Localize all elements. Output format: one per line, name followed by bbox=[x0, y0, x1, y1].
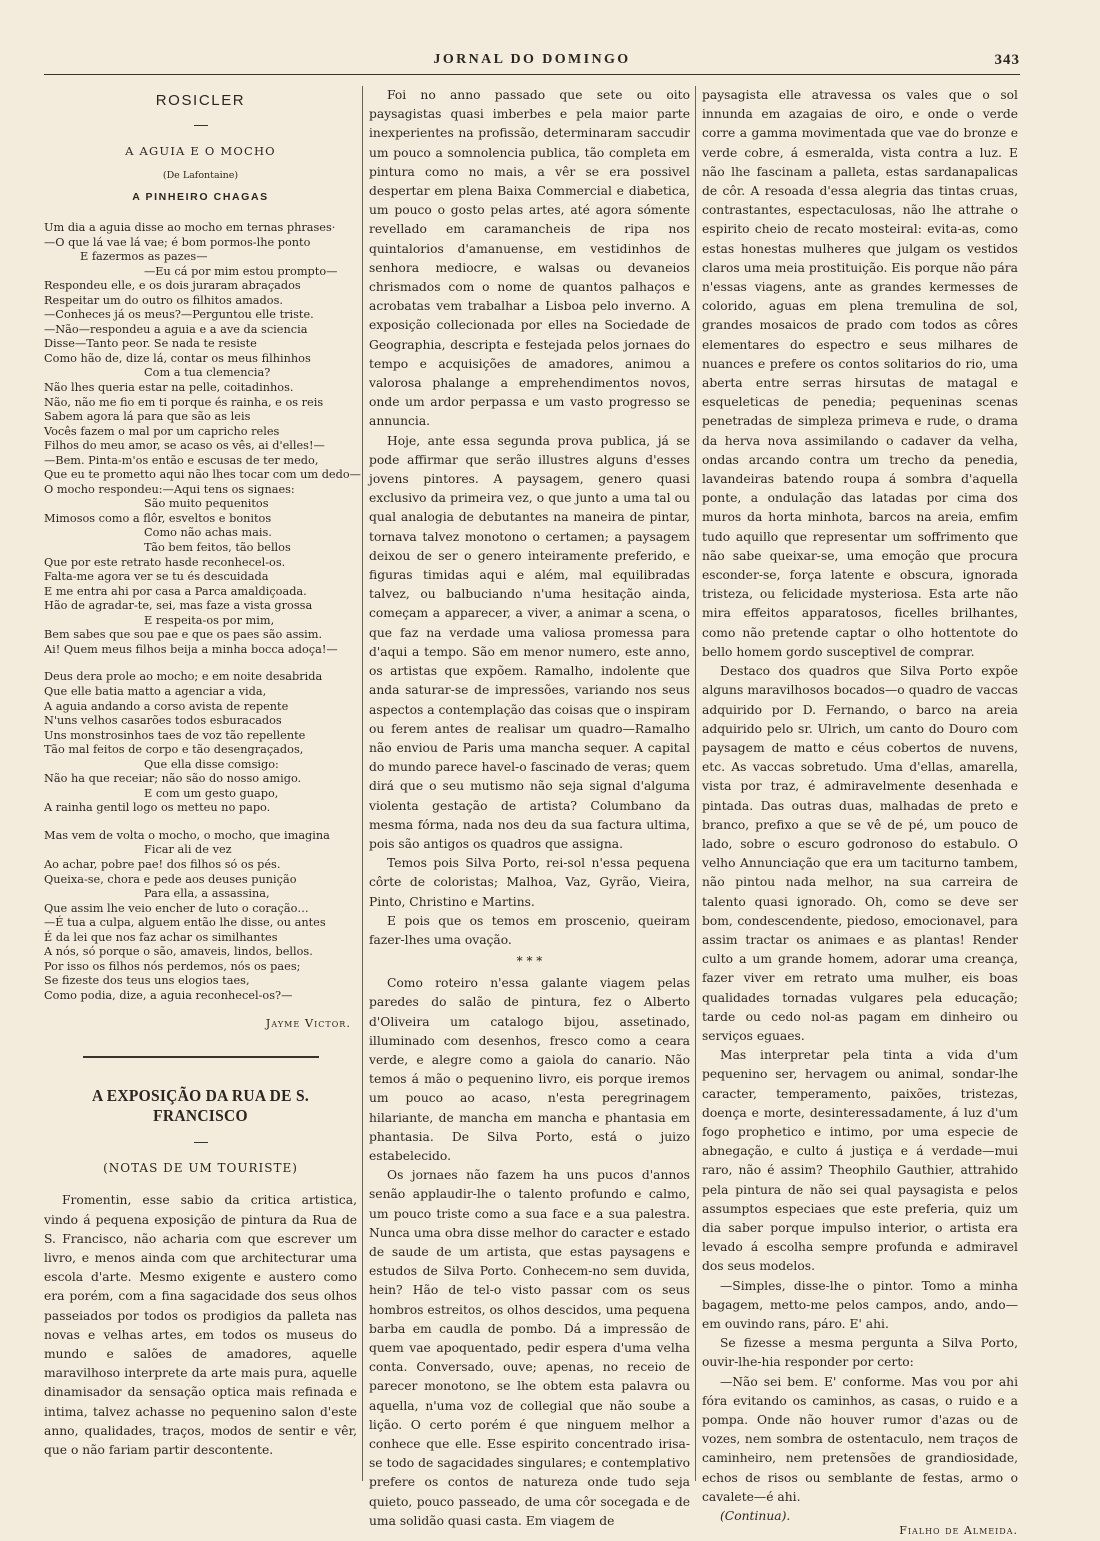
poem-line: Mas vem de volta o mocho, o mocho, que imagina bbox=[44, 828, 330, 842]
continua-note: (Continua). bbox=[720, 1509, 791, 1524]
poem-line: Se fizeste dos teus uns elogios taes, bbox=[44, 974, 250, 988]
poem-line: Bem sabes que sou pae e que os paes são assim. bbox=[44, 628, 323, 642]
poem-line: E fazermos as pazes— bbox=[80, 250, 208, 264]
column-1 bbox=[44, 86, 361, 1460]
column-divider bbox=[362, 86, 363, 1481]
column-2 bbox=[369, 86, 690, 1531]
poem-line: —O que lá vae lá vae; é bom pormos-lhe ponto bbox=[44, 235, 311, 249]
poem-line: Que elle batia matto a agenciar a vida, bbox=[44, 684, 267, 698]
poem-line: Não ha que receiar; não são do nosso amigo. bbox=[44, 772, 302, 786]
poem-stanza bbox=[44, 670, 357, 815]
paragraph: —Não sei bem. E' conforme. Mas vou por ahi fóra evitando os caminhos, as casas, o ruido e a pompa. Onde não houver rumor d'azas ou de vozes, nem sombra de ostentaculo, nem traços de caminheiro, nem pretensões de grandiosidade, echos de risos ou semblante de festas, armo o cavalete—é ahi. bbox=[702, 1374, 1018, 1504]
divider-dash bbox=[194, 125, 208, 126]
poem-line: Hão de agradar-te, sei, mas faze a vista grossa bbox=[44, 599, 313, 613]
poem-line: E me entra ahi por casa a Parca amaldiçoada. bbox=[44, 584, 307, 598]
poem-line: Não, não me fio em ti porque és rainha, e os reis bbox=[44, 395, 324, 409]
article-text-col2 bbox=[369, 86, 690, 1531]
paragraph: Os jornaes não fazem ha uns pucos d'annos senão applaudir-lhe o talento profundo e calmo, um pouco triste como a sua face e a sua palestra. Nunca uma obra disse melhor do caracter e estado de saude de um artista, que estas paysagens e estudos de Silva Porto. Conhecem-no sem duvida, hein? Hão de tel-o visto passar com os seus hombros estreitos, os olhos descidos, uma pequena barba em caudla de pombo. Dá a impressão de quem vae apoquentado, pedir espera d'uma velha conta. Conversado, ouve; apenas, no receio de parecer monotono, se lhe obtem esta palavra ou aquella, n'uma voz de collegial que não soube a lição. O certo porém é que ninguem melhor a conhece que elle. Esse espirito concentrado irisa-se todo de sagacidades singulares; e contemplativo prefere os contos de natureza onde tudo seja quieto, pouco passeado, de uma côr socegada e de uma solidão quasi casta. Em viagem de bbox=[369, 1168, 690, 1528]
poem-line: Que eu te prometto aqui não lhes tocar com um dedo— bbox=[44, 468, 361, 482]
poem-title: A AGUIA E O MOCHO bbox=[125, 144, 276, 158]
poem-line: Ficar ali de vez bbox=[144, 843, 232, 857]
article-title: A EXPOSIÇÃO DA RUA DE S. FRANCISCO bbox=[91, 1086, 310, 1126]
poem-line: Filhos do meu amor, se acaso os vês, ai d'elles!— bbox=[44, 439, 325, 453]
poem-line: —Conheces já os meus?—Perguntou elle triste. bbox=[44, 308, 314, 322]
poem-line: Como podia, dize, a aguia reconhecel-os?— bbox=[44, 988, 293, 1002]
article-text-col1 bbox=[44, 1191, 357, 1460]
poem-line: Ao achar, pobre pae! dos filhos só os pés. bbox=[44, 857, 281, 871]
poem-line: Para ella, a assassina, bbox=[144, 887, 270, 901]
poem-line: Que ella disse comsigo: bbox=[144, 757, 279, 771]
poem-section-title: ROSICLER bbox=[155, 92, 246, 109]
poem-line: O mocho respondeu:—Aqui tens os signaes: bbox=[44, 482, 295, 496]
poem-line: —Eu cá por mim estou prompto— bbox=[144, 264, 338, 278]
column-divider bbox=[695, 86, 696, 1481]
paragraph: Hoje, ante essa segunda prova publica, já se pode affirmar que serão illustres alguns d'esses jovens pintores. A paysagem, genero quasi exclusivo da primeira vez, o que junto a uma tal ou qual analogia de debutantes na maneira de pintar, tornava talvez monotono o certamen; a paysagem deixou de ser o genero inteiramente preferido, e figuras timidas aqui e além, mal equilibradas talvez, ou balbuciando n'uma hesitação ainda, começam a apparecer, a viver, a animar a scena, o que faz na verdade uma valiosa promessa para d'aqui a tempo. São em menor numero, este anno, os artistas que expõem. Ramalho, indolente que anda saturar-se de impressões, variando nos seus aspectos a contemplação das coisas que o inspiram ou ferem antes de realisar um quadro—Ramalho não enviou de Paris uma mancha sequer. A capital do mundo parece havel-o fascinado de veras; quem dirá que o seu mutismo não seja signal d'alguma violenta gestação de artista? Columbano da mesma fórma, nada nos deu da sua factura ultima, pois são antigos os quadros que assigna. bbox=[369, 433, 690, 851]
poem-author: A PINHEIRO CHAGAS bbox=[132, 191, 269, 203]
poem-line: Como hão de, dize lá, contar os meus filhinhos bbox=[44, 351, 311, 365]
poem-line: Que por este retrato hasde reconhecel-os. bbox=[44, 555, 286, 569]
paragraph: Destaco dos quadros que Silva Porto expõe alguns maravilhosos bocados—o quadro de vaccas adquirido por D. Fernando, o barco na areia adquirido pelo sr. Ulrich, um canto do Douro com paysagem de matto e céus cobertos de nuvens, etc. As vaccas sobretudo. Uma d'ellas, amarella, vista por traz, é admiravelmente desenhada e pintada. Das outras duas, malhadas de preto e branco, prefixo a que se vê de pé, um pouco de lado, sobre o escuro godronoso do estabulo. O velho Annunciação que era um taciturno tambem, não pintou nada melhor, na sua carreira de talento quasi ignorado. Oh, como se deve ser bom, condescendente, piedoso, emocionavel, para assim tractar os animaes e as plantas! Render culto a um grande homem, adorar uma creança, fazer viver em retrato uma mulher, eis boas qualidades tornadas vulgares pela educação; tarde ou cedo nol-as pagam em dinheiro ou serviços eguaes. bbox=[702, 664, 1018, 1043]
poem-line: A rainha gentil logo os metteu no papo. bbox=[44, 801, 271, 815]
article-subtitle: (NOTAS DE UM TOURISTE) bbox=[103, 1161, 298, 1176]
divider-dash bbox=[194, 1142, 208, 1143]
paragraph: Fromentin, esse sabio da critica artistica, vindo á pequena exposição de pintura da Rua de S. Francisco, não acharia com que escrever um livro, e menos ainda com que architecturar uma escola d'arte. Mesmo exigente e austero como era porém, com a fina sagacidade dos seus olhos passeiados por todos os prodigios da palleta nas novas e velhas artes, em todos os museus do mundo e salões de amadores, aquelle maravilhoso interprete da arte mais pura, aquelle dinamisador da sensação optica mais refinada e intima, talvez achasse no pequenino salon d'este anno, qualidades, traços, modos de sentir e vêr, que o não fariam partir descontente. bbox=[44, 1193, 357, 1458]
poem-line: Deus dera prole ao mocho; e em noite desabrida bbox=[44, 670, 323, 684]
poem-body bbox=[44, 221, 361, 1003]
poem-line: Por isso os filhos nós perdemos, nós os paes; bbox=[44, 959, 301, 973]
poem-line: E respeita-os por mim, bbox=[144, 613, 275, 627]
poem-stanza bbox=[44, 829, 357, 1004]
paragraph: Como roteiro n'essa galante viagem pelas paredes do salão de pintura, fez o Alberto d'Oliveira um catalogo bijou, assetinado, illuminado com desenhos, fresco como a ceara verde, e alegre como a gaiola do canario. Não temos á mão o pequenino livro, eis porque iremos um pouco ao acaso, n'esta peregrinagem hilariante, de mancha em mancha e phantasia em phantasia. De Silva Porto, está o juizo estabelecido. bbox=[369, 976, 690, 1163]
poem-line: Que assim lhe veio encher de luto o coração… bbox=[44, 901, 309, 915]
paragraph: Se fizesse a mesma pergunta a Silva Porto, ouvir-lhe-hia responder por certo: bbox=[702, 1336, 1018, 1370]
paragraph: paysagista elle atravessa os vales que o sol innunda em azagaias de oiro, e onde o verde corre a gamma movimentada que vae do bronze e verde cobre, á esmeralda, vista contra a luz. E não lhe fascinam a palleta, estas sardanapalicas de côr. A resoada d'essa alegria das tintas cruas, contrastantes, espectaculosas, não lhe attrahe o espirito cheio de recato mosteiral: evita-as, como estas honestas mulheres que julgam os vestidos claros uma meia prostituição. Eis porque não pára n'essas viagens, ante as grandes kermesses de colorido, aguas em plena tremulina de sol, grandes mosaicos de prado com todos as côres elementares do espectro e seus milhares de nuances e prefere os contos solitarios do rio, uma aberta entre serras hirsutas de matagal e esqueleticas de penedia; pequeninas scenas penetradas de simpleza primeva e rude, o drama da herva nova assimilando o cadaver da velha, ondas arcando contra um trecho da penedia, lavandeiras batendo roupa á sombra d'aquella ponte, a ondulação das latadas por cima dos muros da horta minhota, barcos na areia, emfim tudo aquillo que representar um soffrimento que não sabe queixar-se, uma emoção que procura esconder-se, força latente e obscura, ignorada tristeza, ou felicidade mysteriosa. Esta arte não mira effeitos apparatosos, ficelles brilhantes, como não pretende captar o olho hottentote do bello homem gordo susceptivel de comprar. bbox=[702, 88, 1018, 659]
poem-line: Queixa-se, chora e pede aos deuses punição bbox=[44, 872, 297, 886]
article-signature: Fialho de Almeida. bbox=[899, 1524, 1018, 1538]
poem-line: Uns monstrosinhos taes de voz tão repellente bbox=[44, 728, 306, 742]
poem-line: Tão mal feitos de corpo e tão desengraçados, bbox=[44, 743, 304, 757]
running-title: JORNAL DO DOMINGO bbox=[433, 52, 631, 67]
paragraph: —Simples, disse-lhe o pintor. Tomo a minha bagagem, metto-me pelos campos, ando, ando—em ouvindo rans, páro. E' ahi. bbox=[702, 1278, 1018, 1331]
poem-line: A aguia andando a corso avista de repente bbox=[44, 699, 289, 713]
paragraph: Mas interpretar pela tinta a vida d'um pequenino ser, hervagem ou animal, sondar-lhe caracter, temperamento, paixões, tristezas, doença e morte, desinteressadamente, á luz d'um fogo prophetico e intimo, por uma especie de abnegação, e culto á justiça e á verdade—mui raro, não é assim? Theophilo Gauthier, attrahido pela pintura de não sei qual paysagista e pelos assumptos especiaes que este preferia, quiz um dia saber porque impulso interior, o artista era levado á escolha sempre profunda e admiravel dos seus modelos. bbox=[702, 1048, 1018, 1274]
poem-line: A nós, só porque o são, amaveis, lindos, bellos. bbox=[44, 945, 313, 959]
column-3 bbox=[702, 86, 1018, 1537]
poem-line: Um dia a aguia disse ao mocho em ternas phrases· bbox=[44, 221, 336, 234]
poem-line: Tão bem feitos, tão bellos bbox=[144, 541, 291, 555]
poem-line: E com um gesto guapo, bbox=[144, 786, 279, 800]
poem-line: N'uns velhos casarões todos esburacados bbox=[44, 714, 282, 728]
poem-line: Vocês fazem o mal por um capricho reles bbox=[44, 424, 280, 438]
poem-line: —É tua a culpa, alguem então lhe disse, ou antes bbox=[44, 916, 326, 930]
poem-line: É da lei que nos faz achar os similhantes bbox=[44, 930, 278, 944]
paragraph: E pois que os temos em proscenio, queiram fazer-lhes uma ovação. bbox=[369, 913, 690, 947]
paragraph: Temos pois Silva Porto, rei-sol n'essa pequena côrte de coloristas; Malhoa, Vaz, Gyrão, Vieira, Pinto, Christino e Martins. bbox=[369, 856, 690, 909]
page-number: 343 bbox=[994, 52, 1020, 68]
poem-line: Disse—Tanto peor. Se nada te resiste bbox=[44, 337, 257, 351]
poem-source: (De Lafontaine) bbox=[162, 170, 239, 181]
section-rule bbox=[83, 1056, 319, 1058]
poem-stanza bbox=[44, 221, 361, 657]
article-text-col3 bbox=[702, 86, 1018, 1537]
poem-line: Com a tua clemencia? bbox=[144, 366, 271, 380]
poem-line: São muito pequenitos bbox=[144, 497, 269, 511]
poem-line: Não lhes queria estar na pelle, coitadinhos. bbox=[44, 381, 294, 395]
poem-signature: Jayme Victor. bbox=[265, 1016, 351, 1031]
poem-line: Ai! Quem meus filhos beija a minha bocca adoça!— bbox=[44, 642, 338, 656]
poem-line: Respondeu elle, e os dois juraram abraçados bbox=[44, 279, 301, 293]
poem-line: Respeitar um do outro os filhitos amados. bbox=[44, 293, 283, 307]
section-break: * * * bbox=[516, 954, 543, 969]
poem-line: —Bem. Pinta-m'os então e escusas de ter medo, bbox=[44, 453, 319, 467]
poem-line: Como não achas mais. bbox=[144, 526, 272, 540]
poem-line: Mimosos como a flôr, esveltos e bonitos bbox=[44, 511, 272, 525]
poem-line: Falta-me agora ver se tu és descuidada bbox=[44, 570, 269, 584]
poem-line: Sabem agora lá para que são as leis bbox=[44, 410, 251, 424]
paragraph: Foi no anno passado que sete ou oito paysagistas quasi imberbes e pela maior parte inexperientes na profissão, determinaram saccudir um pouco a somnolencia publica, tão completa em pintura como no mais, a vêr se era possivel despertar em plena Baixa Commercial e diabetica, um pouco o gosto pelas artes, até agora sómente revellado em caramancheis de ripa nos quintalorios d'amanuense, em vestidinhos de senhora mediocre, e walsas ou devaneios chrismados com o nome de quantos palhaços e acrobatas vem trabalhar a Lisboa pelo inverno. A exposição collecionada por elles na Sociedade de Geographia, descripta e festejada pelos jornaes do tempo e acquisições de amadores, animou a valorosa phalange a emprehendimentos novos, onde um ardor perpassa e um vasto progresso se annuncia. bbox=[369, 88, 690, 429]
masthead bbox=[44, 50, 1020, 75]
poem-line: —Não—respondeu a aguia e a ave da sciencia bbox=[44, 322, 308, 336]
